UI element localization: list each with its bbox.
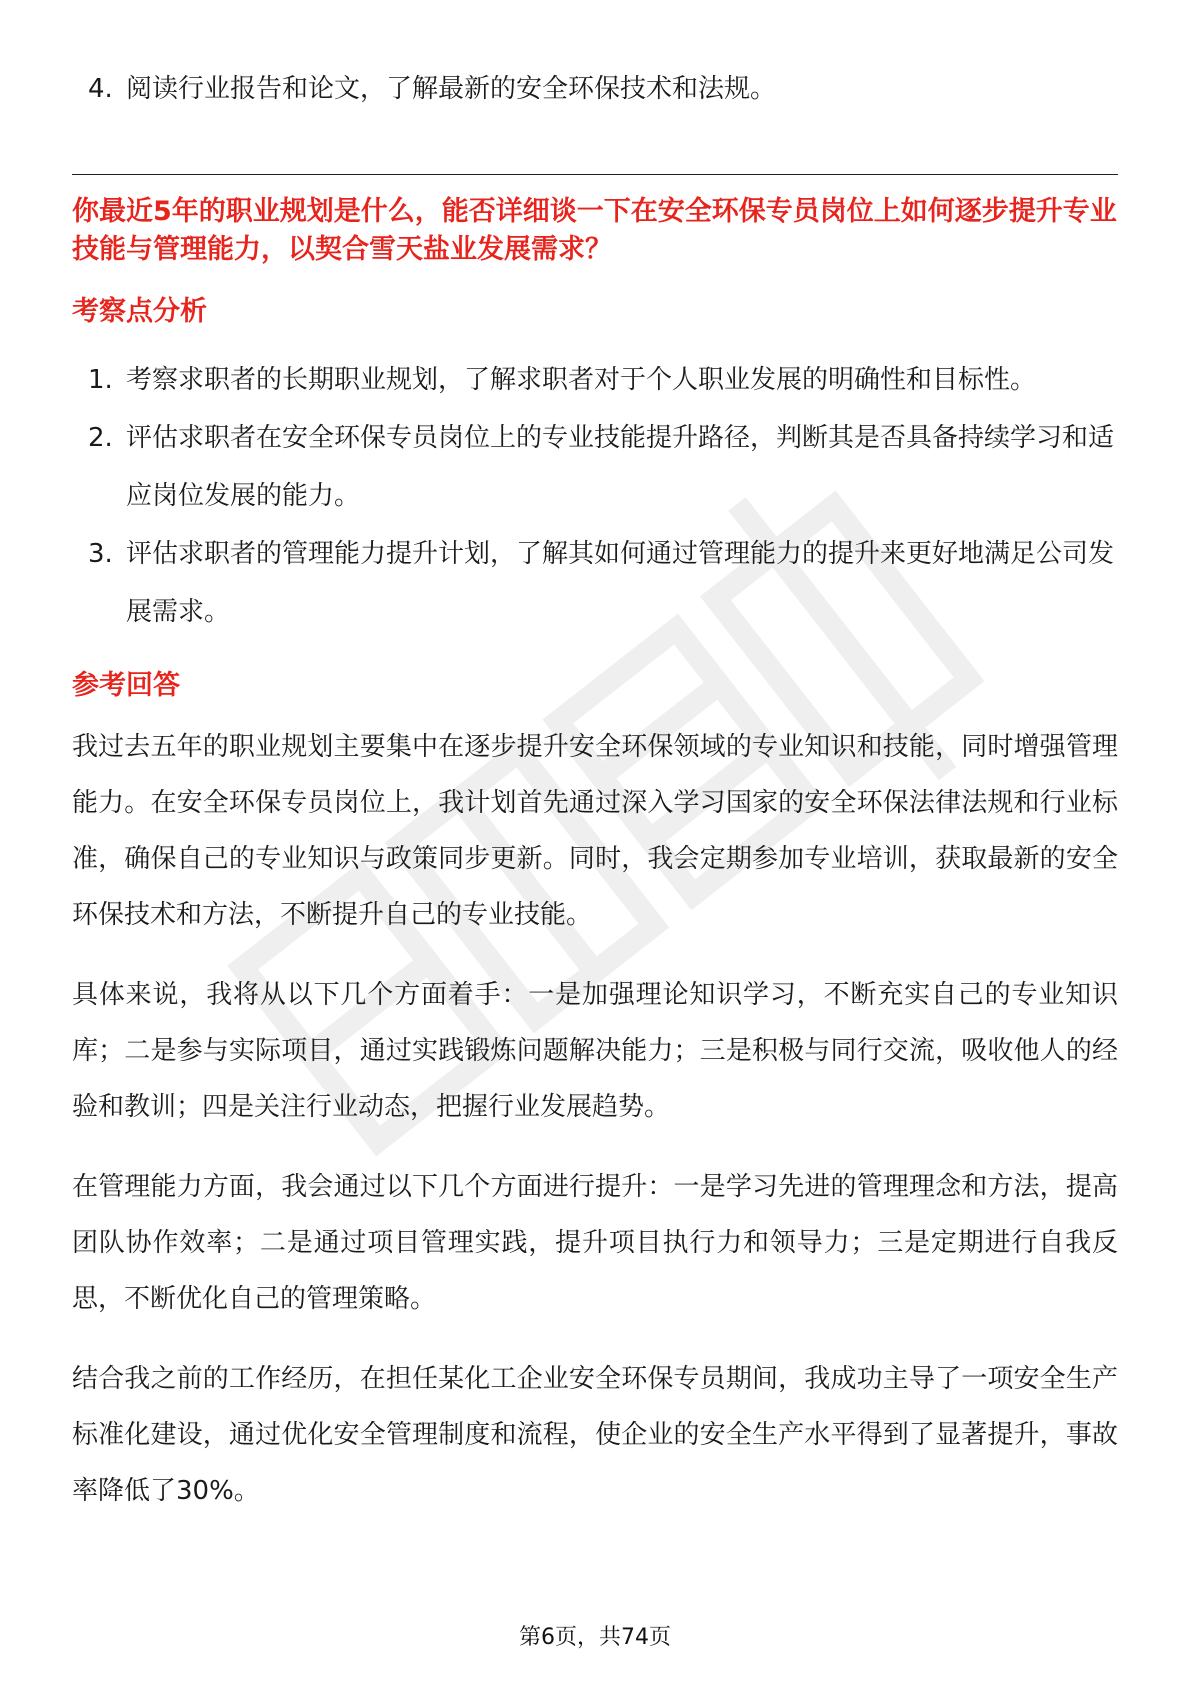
list-item	[72, 525, 1118, 641]
list-item	[72, 351, 1118, 409]
list-text: 阅读行业报告和论文，了解最新的安全环保技术和法规。	[126, 74, 777, 104]
list-number: 1.	[88, 365, 113, 395]
answer-paragraph: 结合我之前的工作经历，在担任某化工企业安全环保专员期间，我成功主导了一项安全生产标准化建设，通过优化安全管理制度和流程，使企业的安全生产水平得到了显著提升，事故率降低了30%。	[72, 1364, 1118, 1506]
list-text: 评估求职者的管理能力提升计划，了解其如何通过管理能力的提升来更好地满足公司发展需求。	[126, 539, 1115, 627]
answer-paragraph: 具体来说，我将从以下几个方面着手：一是加强理论知识学习，不断充实自己的专业知识库；二是参与实际项目，通过实践锻炼问题解决能力；三是积极与同行交流，吸收他人的经验和教训；四是关注行业动态，把握行业发展趋势。	[72, 980, 1118, 1122]
list-item	[72, 409, 1118, 525]
question-heading: 你最近5年的职业规划是什么，能否详细谈一下在安全环保专员岗位上如何逐步提升专业技能与管理能力，以契合雪天盐业发展需求？	[72, 196, 1117, 265]
analysis-heading: 考察点分析	[72, 296, 207, 327]
page-footer: 第6页，共74页	[519, 1625, 671, 1650]
answer-paragraph: 我过去五年的职业规划主要集中在逐步提升安全环保领域的专业知识和技能，同时增强管理能力。在安全环保专员岗位上，我计划首先通过深入学习国家的安全环保法律法规和行业标准，确保自己的专业知识与政策同步更新。同时，我会定期参加专业培训，获取最新的安全环保技术和方法，不断提升自己的专业技能。	[72, 732, 1118, 930]
list-number: 2.	[88, 423, 113, 453]
list-text: 考察求职者的长期职业规划，了解求职者对于个人职业发展的明确性和目标性。	[126, 365, 1037, 395]
analysis-list	[72, 351, 1118, 641]
list-number: 3.	[88, 539, 113, 569]
section-divider	[72, 174, 1118, 175]
list-item	[72, 60, 1118, 118]
list-number: 4.	[88, 74, 113, 104]
answer-heading: 参考回答	[72, 670, 180, 701]
list-text: 评估求职者在安全环保专员岗位上的专业技能提升路径，判断其是否具备持续学习和适应岗位发展的能力。	[126, 423, 1115, 511]
content	[72, 60, 1118, 1543]
answer-paragraph: 在管理能力方面，我会通过以下几个方面进行提升：一是学习先进的管理理念和方法，提高团队协作效率；二是通过项目管理实践，提升项目执行力和领导力；三是定期进行自我反思，不断优化自己的管理策略。	[72, 1172, 1118, 1314]
